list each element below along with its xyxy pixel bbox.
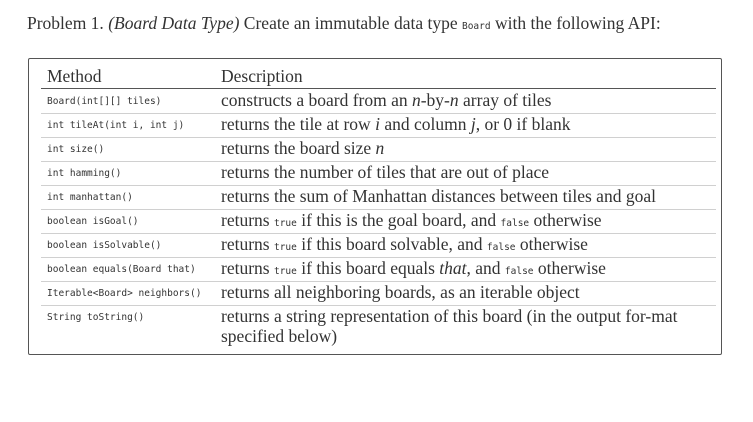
method-signature: int size() bbox=[47, 144, 105, 155]
problem-text-after: with the following API: bbox=[494, 13, 661, 33]
table-row bbox=[41, 281, 716, 306]
method-signature: boolean equals(Board that) bbox=[47, 264, 196, 275]
problem-title: (Board Data Type) bbox=[108, 13, 240, 33]
table-row bbox=[41, 257, 716, 282]
method-description: returns the sum of Manhattan distances between tiles and goal bbox=[221, 186, 656, 206]
method-signature: Iterable<Board> neighbors() bbox=[47, 288, 202, 299]
method-description: returns all neighboring boards, as an iterable object bbox=[221, 282, 580, 302]
table-row bbox=[41, 161, 716, 186]
method-description: returns the board size n bbox=[221, 138, 385, 158]
table-row bbox=[41, 185, 716, 210]
header-method: Method bbox=[47, 66, 102, 86]
method-description: returns the tile at row i and column j, or 0 if blank bbox=[221, 114, 571, 134]
table-row bbox=[41, 113, 716, 138]
problem-statement bbox=[27, 13, 727, 37]
table-row bbox=[41, 209, 716, 234]
method-description: returns true if this board equals that, and false otherwise bbox=[221, 258, 606, 278]
method-signature: int hamming() bbox=[47, 168, 122, 179]
method-description: returns true if this is the goal board, and false otherwise bbox=[221, 210, 602, 230]
method-description: returns a string representation of this board (in the output for-mat specified below) bbox=[221, 306, 678, 346]
method-signature: Board(int[][] tiles) bbox=[47, 96, 162, 107]
problem-label: Problem 1. bbox=[27, 13, 104, 33]
type-name: Board bbox=[461, 21, 491, 32]
method-description: returns the number of tiles that are out of place bbox=[221, 162, 550, 182]
method-signature: int tileAt(int i, int j) bbox=[47, 120, 185, 131]
method-signature: boolean isGoal() bbox=[47, 216, 139, 227]
api-table bbox=[28, 58, 722, 355]
method-signature: int manhattan() bbox=[47, 192, 133, 203]
header-description: Description bbox=[221, 66, 303, 86]
problem-text-before: Create an immutable data type bbox=[243, 13, 458, 33]
table-row bbox=[41, 89, 716, 114]
table-row bbox=[41, 233, 716, 258]
method-description: returns true if this board solvable, and false otherwise bbox=[221, 234, 588, 254]
method-signature: boolean isSolvable() bbox=[47, 240, 162, 251]
table-row bbox=[41, 137, 716, 162]
table-row bbox=[41, 305, 716, 351]
method-signature: String toString() bbox=[47, 312, 145, 323]
method-description: constructs a board from an n-by-n array of tiles bbox=[221, 90, 552, 110]
